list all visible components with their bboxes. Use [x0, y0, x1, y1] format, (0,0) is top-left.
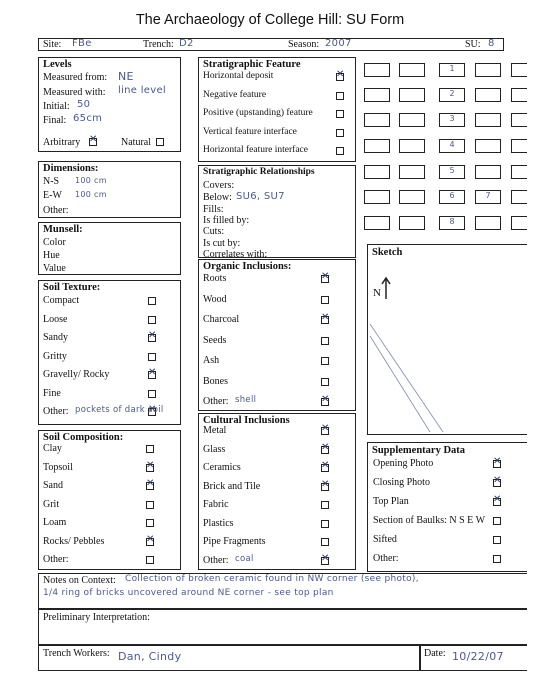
organic-label-2: Charcoal: [203, 314, 240, 325]
soil-texture-checkbox-0[interactable]: [148, 297, 156, 305]
filled-by-label: Is filled by:: [203, 215, 250, 226]
su-label: SU:: [465, 39, 481, 50]
initial-value[interactable]: 50: [77, 99, 91, 110]
grid-cell-number: 6: [449, 191, 455, 200]
north-label: N: [373, 287, 381, 299]
strat-feature-checkbox-0[interactable]: [336, 73, 344, 81]
grid-cell[interactable]: [511, 165, 527, 179]
grid-cell[interactable]: [364, 216, 390, 230]
organic-label-3: Seeds: [203, 334, 227, 346]
grid-cell[interactable]: [475, 139, 501, 153]
soil-comp-checkbox-3[interactable]: [146, 501, 154, 509]
soil-comp-checkbox-6[interactable]: [146, 556, 154, 564]
supp-label-4: Sifted: [373, 534, 397, 545]
soil-comp-checkbox-1[interactable]: [146, 464, 154, 472]
grid-cell[interactable]: [399, 88, 425, 102]
grid-cell-number: 4: [449, 140, 455, 149]
sketch-drawing: [368, 320, 448, 434]
soil-texture-checkbox-2[interactable]: [148, 334, 156, 342]
supp-checkbox-3[interactable]: [493, 517, 501, 525]
organic-checkbox-3[interactable]: [321, 337, 329, 345]
supp-label-2: Top Plan: [373, 496, 409, 507]
grid-cell[interactable]: [439, 63, 465, 77]
ns-label: N-S: [43, 176, 60, 187]
correlates-label: Correlates with:: [203, 249, 268, 260]
soil-comp-label-1: Topsoil: [43, 461, 73, 473]
cultural-checkbox-4[interactable]: [321, 501, 329, 509]
grid-cell[interactable]: [511, 216, 527, 230]
supp-label-5: Other:: [373, 553, 399, 564]
ns-value[interactable]: 100 cm: [75, 176, 107, 185]
measured-from-value[interactable]: NE: [118, 70, 134, 83]
site-value[interactable]: FBe: [72, 38, 92, 49]
cuts-label: Cuts:: [203, 226, 225, 237]
supp-checkbox-5[interactable]: [493, 555, 501, 563]
grid-cell[interactable]: [439, 190, 465, 204]
cultural-label-2: Ceramics: [203, 462, 241, 473]
soil-texture-checkbox-3[interactable]: [148, 353, 156, 361]
soil-texture-label-4: Gravelly/ Rocky: [43, 369, 110, 380]
grid-cell[interactable]: [439, 88, 465, 102]
grid-cell[interactable]: [439, 216, 465, 230]
soil-comp-label-3: Grit: [43, 498, 60, 510]
strat-feature-label-4: Horizontal feature interface: [203, 145, 308, 155]
soil-texture-checkbox-4[interactable]: [148, 371, 156, 379]
grid-cell[interactable]: [439, 113, 465, 127]
grid-cell[interactable]: [399, 165, 425, 179]
organic-checkbox-6[interactable]: [321, 398, 329, 406]
grid-cell-number: 8: [449, 217, 455, 226]
soil-texture-label-1: Loose: [43, 313, 68, 325]
munsell-color: Color: [43, 237, 66, 248]
soil-comp-checkbox-5[interactable]: [146, 538, 154, 546]
grid-cell[interactable]: [475, 88, 501, 102]
cultural-label-6: Pipe Fragments: [203, 536, 266, 547]
cultural-label-7: Other:: [203, 554, 229, 566]
season-value[interactable]: 2007: [325, 38, 352, 49]
soil-texture-checkbox-5[interactable]: [148, 390, 156, 398]
supp-label-3: Section of Baulks: N S E W: [373, 515, 486, 526]
soil-texture-note-6[interactable]: pockets of dark soil: [75, 405, 164, 415]
cultural-note-7[interactable]: coal: [235, 553, 254, 564]
munsell-hue: Hue: [43, 250, 60, 261]
grid-cell[interactable]: [475, 190, 501, 204]
grid-cell[interactable]: [364, 88, 390, 102]
cultural-checkbox-1[interactable]: [321, 446, 329, 454]
strat-feature-label-0: Horizontal deposit: [203, 71, 274, 81]
cultural-label-0: Metal: [203, 425, 227, 436]
cultural-label-5: Plastics: [203, 517, 234, 529]
organic-checkbox-0[interactable]: [321, 275, 329, 283]
grid-cell-number: 7: [485, 191, 491, 200]
arbitrary-label: Arbitrary: [43, 137, 81, 148]
levels-heading: Levels: [43, 59, 72, 70]
grid-cell[interactable]: [511, 88, 527, 102]
supp-checkbox-1[interactable]: [493, 479, 501, 487]
header-bar: [38, 38, 504, 51]
soil-composition-heading: Soil Composition:: [43, 432, 124, 443]
soil-texture-label-0: Compact: [43, 295, 80, 306]
strat-feature-heading: Stratigraphic Feature: [203, 59, 301, 70]
final-label: Final:: [43, 115, 67, 126]
organic-checkbox-1[interactable]: [321, 296, 329, 304]
sketch-heading: Sketch: [372, 247, 403, 258]
dim-other-label: Other:: [43, 205, 69, 216]
cultural-checkbox-2[interactable]: [321, 464, 329, 472]
soil-comp-checkbox-0[interactable]: [146, 445, 154, 453]
organic-checkbox-4[interactable]: [321, 357, 329, 365]
grid-cell[interactable]: [511, 139, 527, 153]
cultural-label-3: Brick and Tile: [203, 480, 261, 492]
munsell-heading: Munsell:: [43, 224, 83, 235]
below-label: Below:: [203, 192, 232, 203]
grid-cell[interactable]: [364, 63, 390, 77]
organic-note-6[interactable]: shell: [235, 395, 257, 405]
supp-checkbox-4[interactable]: [493, 536, 501, 544]
season-label: Season:: [288, 39, 320, 50]
cultural-checkbox-3[interactable]: [321, 483, 329, 491]
supp-checkbox-2[interactable]: [493, 498, 501, 506]
cultural-checkbox-5[interactable]: [321, 520, 329, 528]
soil-texture-heading: Soil Texture:: [43, 282, 101, 293]
soil-texture-checkbox-1[interactable]: [148, 316, 156, 324]
fills-label: Fills:: [203, 204, 224, 215]
trench-value[interactable]: D2: [179, 38, 194, 49]
grid-cell[interactable]: [364, 113, 390, 127]
strat-feature-checkbox-2[interactable]: [336, 110, 344, 118]
grid-cell[interactable]: [439, 139, 465, 153]
soil-texture-label-6: Other:: [43, 406, 69, 417]
cut-by-label: Is cut by:: [203, 238, 241, 249]
cultural-heading: Cultural Inclusions: [203, 415, 290, 426]
strat-rel-heading: Stratigraphic Relationships: [203, 167, 315, 177]
grid-cell-number: 5: [449, 166, 455, 175]
organic-label-4: Ash: [203, 355, 220, 366]
soil-texture-label-3: Gritty: [43, 350, 67, 362]
supp-label-1: Closing Photo: [373, 477, 430, 488]
trench-label: Trench:: [143, 39, 174, 50]
organic-checkbox-5[interactable]: [321, 378, 329, 386]
site-label: Site:: [43, 39, 62, 50]
grid-cell[interactable]: [399, 139, 425, 153]
organic-label-5: Bones: [203, 375, 228, 387]
final-value[interactable]: 65cm: [73, 113, 103, 124]
strat-feature-checkbox-4[interactable]: [336, 147, 344, 155]
grid-cell[interactable]: [399, 190, 425, 204]
measured-from-label: Measured from:: [43, 72, 108, 83]
below-value[interactable]: SU6, SU7: [236, 191, 285, 202]
strat-feature-label-3: Vertical feature interface: [203, 126, 297, 137]
munsell-value: Value: [43, 263, 66, 274]
covers-label: Covers:: [203, 180, 235, 191]
natural-label: Natural: [121, 137, 151, 148]
cultural-label-1: Glass: [203, 443, 226, 455]
notes-line-2[interactable]: 1/4 ring of bricks uncovered around NE corner - see top plan: [43, 588, 334, 598]
soil-texture-label-2: Sandy: [43, 332, 68, 343]
soil-comp-label-5: Rocks/ Pebbles: [43, 535, 105, 547]
organic-checkbox-2[interactable]: [321, 316, 329, 324]
organic-label-6: Other:: [203, 396, 229, 407]
grid-cell[interactable]: [475, 165, 501, 179]
form-title: The Archaeology of College Hill: SU Form: [135, 12, 405, 28]
ew-value[interactable]: 100 cm: [75, 190, 107, 199]
strat-feature-label-1: Negative feature: [203, 89, 267, 100]
supp-checkbox-0[interactable]: [493, 460, 501, 468]
date-value[interactable]: 10/22/07: [452, 650, 504, 663]
cultural-checkbox-0[interactable]: [321, 427, 329, 435]
grid-cell[interactable]: [399, 216, 425, 230]
grid-cell[interactable]: [399, 113, 425, 127]
soil-comp-label-0: Clay: [43, 443, 62, 454]
supplementary-heading: Supplementary Data: [372, 445, 466, 456]
arbitrary-checkbox[interactable]: [89, 138, 97, 146]
grid-cell[interactable]: [511, 63, 527, 77]
soil-texture-label-5: Fine: [43, 387, 61, 399]
grid-cell[interactable]: [475, 113, 501, 127]
soil-comp-label-2: Sand: [43, 480, 63, 491]
ew-label: E-W: [43, 190, 62, 201]
measured-with-label: Measured with:: [43, 87, 106, 98]
grid-cell[interactable]: [399, 63, 425, 77]
grid-cell[interactable]: [511, 113, 527, 127]
date-label: Date:: [424, 648, 446, 659]
organic-heading: Organic Inclusions:: [203, 261, 292, 272]
soil-comp-checkbox-4[interactable]: [146, 519, 154, 527]
organic-label-1: Wood: [203, 293, 227, 305]
soil-comp-label-6: Other:: [43, 554, 69, 565]
grid-cell[interactable]: [364, 139, 390, 153]
grid-cell-number: 2: [449, 89, 455, 98]
cultural-label-4: Fabric: [203, 499, 229, 510]
soil-comp-label-4: Loam: [43, 517, 67, 528]
grid-cell-number: 1: [449, 64, 455, 73]
supp-label-0: Opening Photo: [373, 458, 434, 469]
grid-cell[interactable]: [439, 165, 465, 179]
grid-cell[interactable]: [475, 216, 501, 230]
dimensions-heading: Dimensions:: [43, 163, 99, 174]
north-arrow-icon: [380, 276, 392, 300]
su-value[interactable]: 8: [488, 38, 495, 49]
notes-label: Notes on Context:: [43, 575, 116, 586]
strat-feature-checkbox-1[interactable]: [336, 92, 344, 100]
organic-label-0: Roots: [203, 273, 227, 284]
grid-cell[interactable]: [475, 63, 501, 77]
grid-cell[interactable]: [364, 190, 390, 204]
notes-line-1[interactable]: Collection of broken ceramic found in NW corner (see photo),: [125, 574, 419, 584]
grid-cell[interactable]: [511, 190, 527, 204]
cultural-checkbox-7[interactable]: [321, 557, 329, 565]
soil-comp-checkbox-2[interactable]: [146, 482, 154, 490]
measured-with-value[interactable]: line level: [118, 85, 167, 96]
prelim-label: Preliminary Interpretation:: [43, 612, 150, 623]
grid-cell-number: 3: [449, 114, 455, 123]
cultural-checkbox-6[interactable]: [321, 538, 329, 546]
strat-feature-label-2: Positive (upstanding) feature: [203, 108, 313, 118]
workers-value[interactable]: Dan, Cindy: [118, 650, 182, 663]
natural-checkbox[interactable]: [156, 138, 164, 146]
grid-cell[interactable]: [364, 165, 390, 179]
initial-label: Initial:: [43, 101, 70, 112]
workers-label: Trench Workers:: [43, 648, 110, 659]
strat-feature-checkbox-3[interactable]: [336, 129, 344, 137]
